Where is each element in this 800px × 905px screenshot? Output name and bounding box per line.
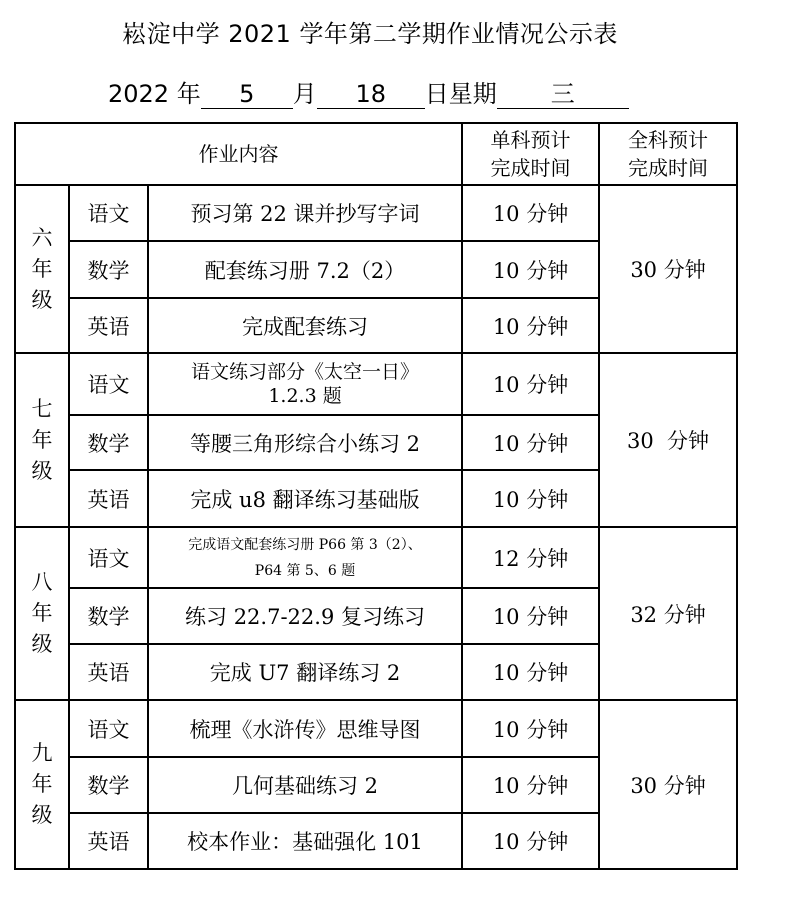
weekday-value: 三 — [497, 80, 629, 109]
header-total-time: 全科预计 完成时间 — [599, 123, 737, 185]
total-time-cell: 30 分钟 — [599, 353, 737, 527]
content-cell: 练习 22.7-22.9 复习练习 — [148, 588, 462, 644]
total-time-cell: 30 分钟 — [599, 700, 737, 869]
time-cell: 10 分钟 — [462, 644, 599, 700]
table-row — [15, 185, 737, 241]
subject-cell: 英语 — [69, 813, 148, 869]
header-row — [15, 123, 737, 185]
table-row — [15, 527, 737, 588]
time-cell: 10 分钟 — [462, 813, 599, 869]
month-value: 5 — [201, 80, 293, 109]
subject-cell: 语文 — [69, 353, 148, 415]
time-cell: 10 分钟 — [462, 757, 599, 813]
subject-cell: 英语 — [69, 470, 148, 527]
content-cell: 梳理《水浒传》思维导图 — [148, 700, 462, 757]
subject-cell: 语文 — [69, 185, 148, 241]
header-single-time: 单科预计 完成时间 — [462, 123, 599, 185]
subject-cell: 语文 — [69, 527, 148, 588]
grade-cell: 八 年 级 — [15, 527, 69, 700]
subject-cell: 数学 — [69, 415, 148, 470]
time-cell: 10 分钟 — [462, 470, 599, 527]
content-cell: 几何基础练习 2 — [148, 757, 462, 813]
time-cell: 10 分钟 — [462, 700, 599, 757]
subject-cell: 数学 — [69, 757, 148, 813]
time-cell: 10 分钟 — [462, 298, 599, 353]
total-time-cell: 30 分钟 — [599, 185, 737, 353]
time-cell: 10 分钟 — [462, 588, 599, 644]
content-cell: 等腰三角形综合小练习 2 — [148, 415, 462, 470]
content-cell: 完成配套练习 — [148, 298, 462, 353]
day-value: 18 — [317, 80, 425, 109]
subject-cell: 语文 — [69, 700, 148, 757]
content-cell: 校本作业：基础强化 101 — [148, 813, 462, 869]
content-cell: 配套练习册 7.2（2） — [148, 241, 462, 298]
total-time-cell: 32 分钟 — [599, 527, 737, 700]
content-cell: 预习第 22 课并抄写字词 — [148, 185, 462, 241]
subject-cell: 数学 — [69, 241, 148, 298]
table-row — [15, 700, 737, 757]
content-cell: 完成 U7 翻译练习 2 — [148, 644, 462, 700]
subject-cell: 英语 — [69, 644, 148, 700]
month-label: 月 — [292, 80, 317, 108]
time-cell: 10 分钟 — [462, 415, 599, 470]
subject-cell: 数学 — [69, 588, 148, 644]
time-cell: 10 分钟 — [462, 241, 599, 298]
subject-cell: 英语 — [69, 298, 148, 353]
page-title: 崧淀中学 2021 学年第二学期作业情况公示表 — [122, 20, 618, 48]
grade-cell: 七 年 级 — [15, 353, 69, 527]
table-row — [15, 353, 737, 415]
content-cell: 完成 u8 翻译练习基础版 — [148, 470, 462, 527]
content-cell: 语文练习部分《太空一日》 1.2.3 题 — [148, 353, 462, 415]
grade-cell: 六 年 级 — [15, 185, 69, 353]
homework-table — [14, 122, 738, 870]
grade-cell: 九 年 级 — [15, 700, 69, 869]
content-cell: 完成语文配套练习册 P66 第 3（2）、 P64 第 5、6 题 — [148, 527, 462, 588]
time-cell: 10 分钟 — [462, 185, 599, 241]
header-content: 作业内容 — [15, 123, 462, 185]
time-cell: 12 分钟 — [462, 527, 599, 588]
day-label: 日星期 — [424, 80, 497, 108]
year-label: 2022 年 — [108, 80, 201, 108]
date-line — [108, 74, 629, 109]
time-cell: 10 分钟 — [462, 353, 599, 415]
